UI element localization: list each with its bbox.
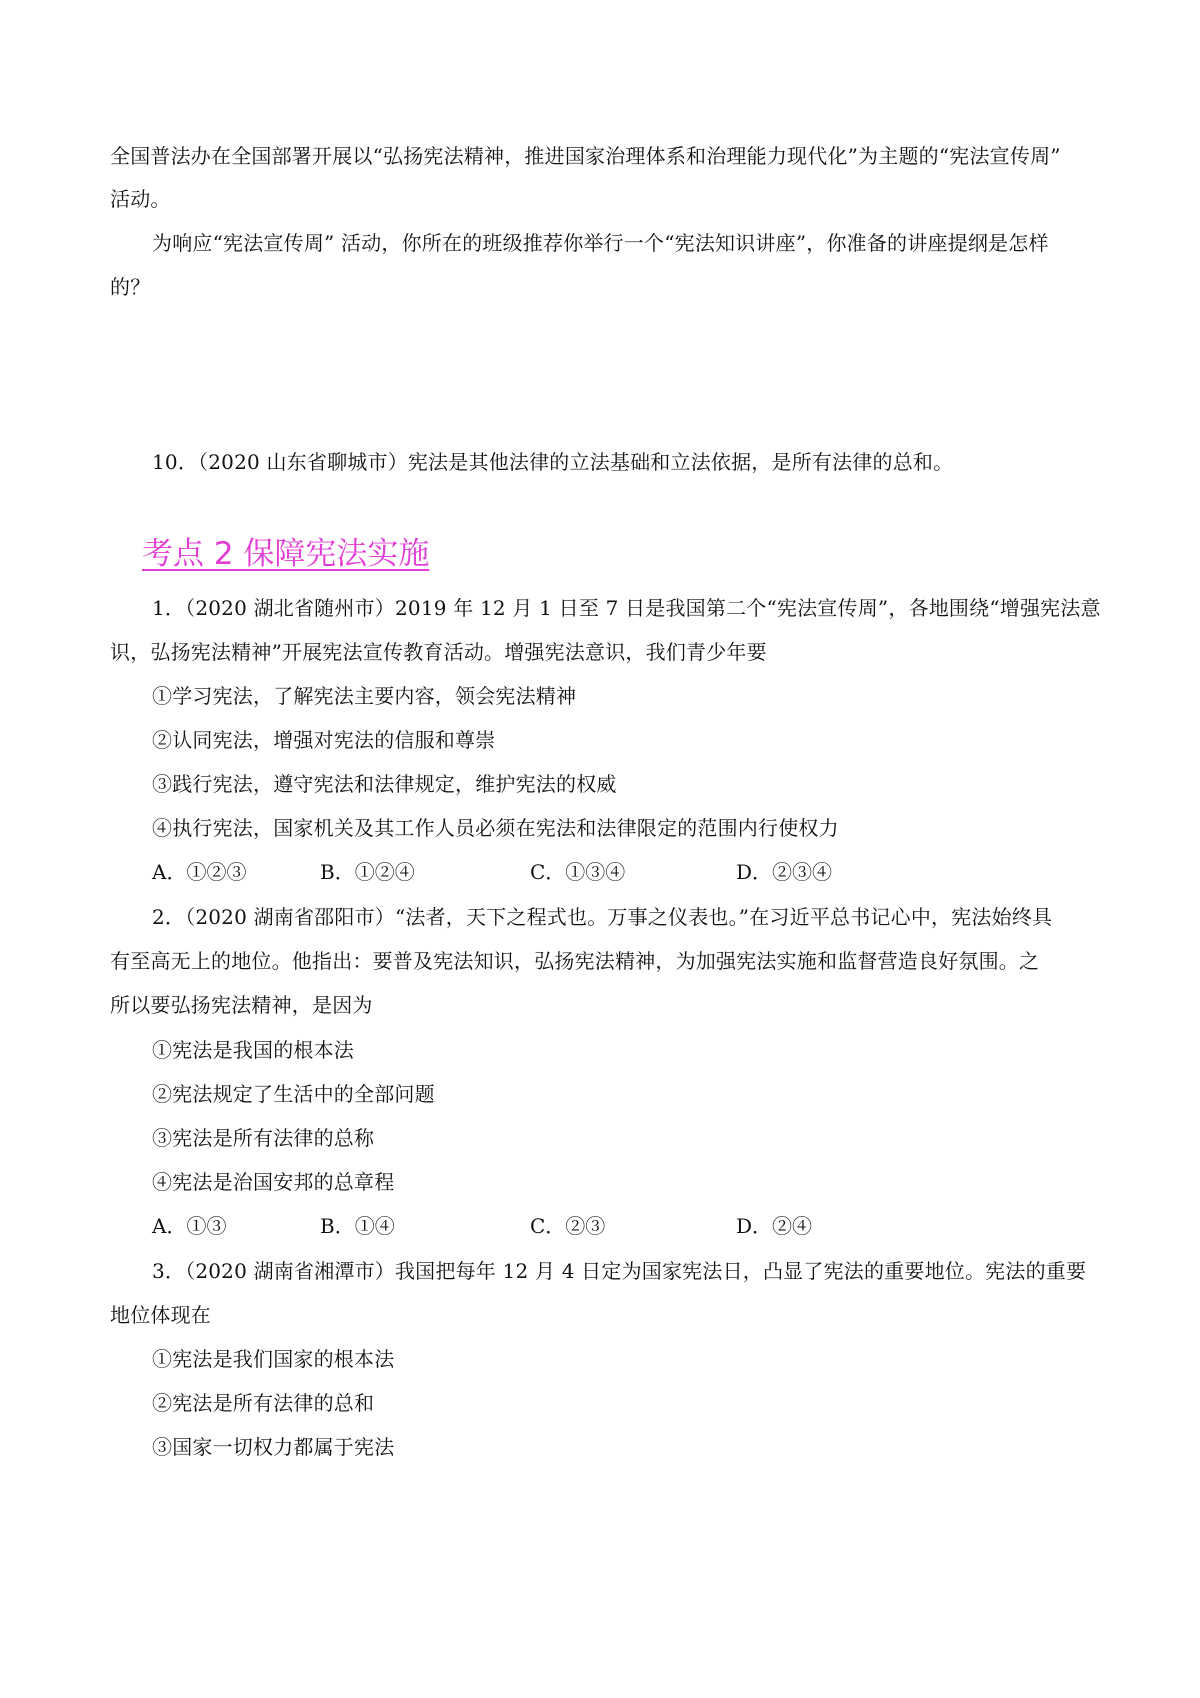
q1-option-c: C．①③④ bbox=[530, 860, 626, 884]
q2-item-3: ③宪法是所有法律的总称 bbox=[152, 1126, 375, 1150]
q1-options bbox=[152, 858, 1052, 886]
q2-item-1: ①宪法是我国的根本法 bbox=[152, 1038, 354, 1062]
q3-item-1: ①宪法是我们国家的根本法 bbox=[152, 1347, 395, 1371]
q1-item-4: ④执行宪法，国家机关及其工作人员必须在宪法和法律限定的范围内行使权力 bbox=[152, 816, 839, 840]
q1-option-a: A．①②③ bbox=[152, 860, 247, 884]
q3-stem-line-1: 3．（2020 湖南省湘潭市）我国把每年 12 月 4 日定为国家宪法日，凸显了宪法的重要地位。宪法的重要 bbox=[152, 1259, 1087, 1283]
q2-option-d: D．②④ bbox=[736, 1214, 813, 1238]
q1-option-b: B．①②④ bbox=[320, 860, 415, 884]
q2-stem-line-2: 有至高无上的地位。他指出：要普及宪法知识，弘扬宪法精神，为加强宪法实施和监督营造良好氛围。之 bbox=[110, 949, 1040, 973]
q1-stem-line-1: 1．（2020 湖北省随州市）2019 年 12 月 1 日至 7 日是我国第二个“宪法宣传周”，各地围绕“增强宪法意 bbox=[152, 596, 1101, 620]
q2-item-4: ④宪法是治国安邦的总章程 bbox=[152, 1170, 395, 1194]
q3-item-2: ②宪法是所有法律的总和 bbox=[152, 1391, 375, 1415]
intro-line-2: 活动。 bbox=[110, 187, 171, 211]
q2-option-b: B．①④ bbox=[320, 1214, 395, 1238]
q2-stem-line-1: 2．（2020 湖南省邵阳市）“法者，天下之程式也。万事之仪表也。”在习近平总书记心中，宪法始终具 bbox=[152, 905, 1053, 929]
q1-option-d: D．②③④ bbox=[736, 860, 833, 884]
intro-line-4: 的？ bbox=[110, 275, 151, 299]
question-10: 10．（2020 山东省聊城市）宪法是其他法律的立法基础和立法依据，是所有法律的总和。 bbox=[152, 450, 954, 474]
q3-item-3: ③国家一切权力都属于宪法 bbox=[152, 1435, 395, 1459]
intro-line-1: 全国普法办在全国部署开展以“弘扬宪法精神，推进国家治理体系和治理能力现代化”为主题的“宪法宣传周” bbox=[110, 144, 1061, 168]
q1-stem-line-2: 识，弘扬宪法精神”开展宪法宣传教育活动。增强宪法意识，我们青少年要 bbox=[110, 640, 767, 664]
q2-option-a: A．①③ bbox=[152, 1214, 227, 1238]
q2-option-c: C．②③ bbox=[530, 1214, 606, 1238]
intro-line-3: 为响应“宪法宣传周” 活动，你所在的班级推荐你举行一个“宪法知识讲座”，你准备的讲座提纲是怎样 bbox=[152, 231, 1049, 255]
q3-stem-line-2: 地位体现在 bbox=[110, 1303, 211, 1327]
q2-options bbox=[152, 1212, 1052, 1240]
q2-item-2: ②宪法规定了生活中的全部问题 bbox=[152, 1082, 435, 1106]
q1-item-2: ②认同宪法，增强对宪法的信服和尊崇 bbox=[152, 728, 496, 752]
q1-item-1: ①学习宪法，了解宪法主要内容，领会宪法精神 bbox=[152, 684, 577, 708]
section-heading: 考点 2 保障宪法实施 bbox=[142, 536, 430, 572]
q2-stem-line-3: 所以要弘扬宪法精神，是因为 bbox=[110, 993, 373, 1017]
q1-item-3: ③践行宪法，遵守宪法和法律规定，维护宪法的权威 bbox=[152, 772, 617, 796]
